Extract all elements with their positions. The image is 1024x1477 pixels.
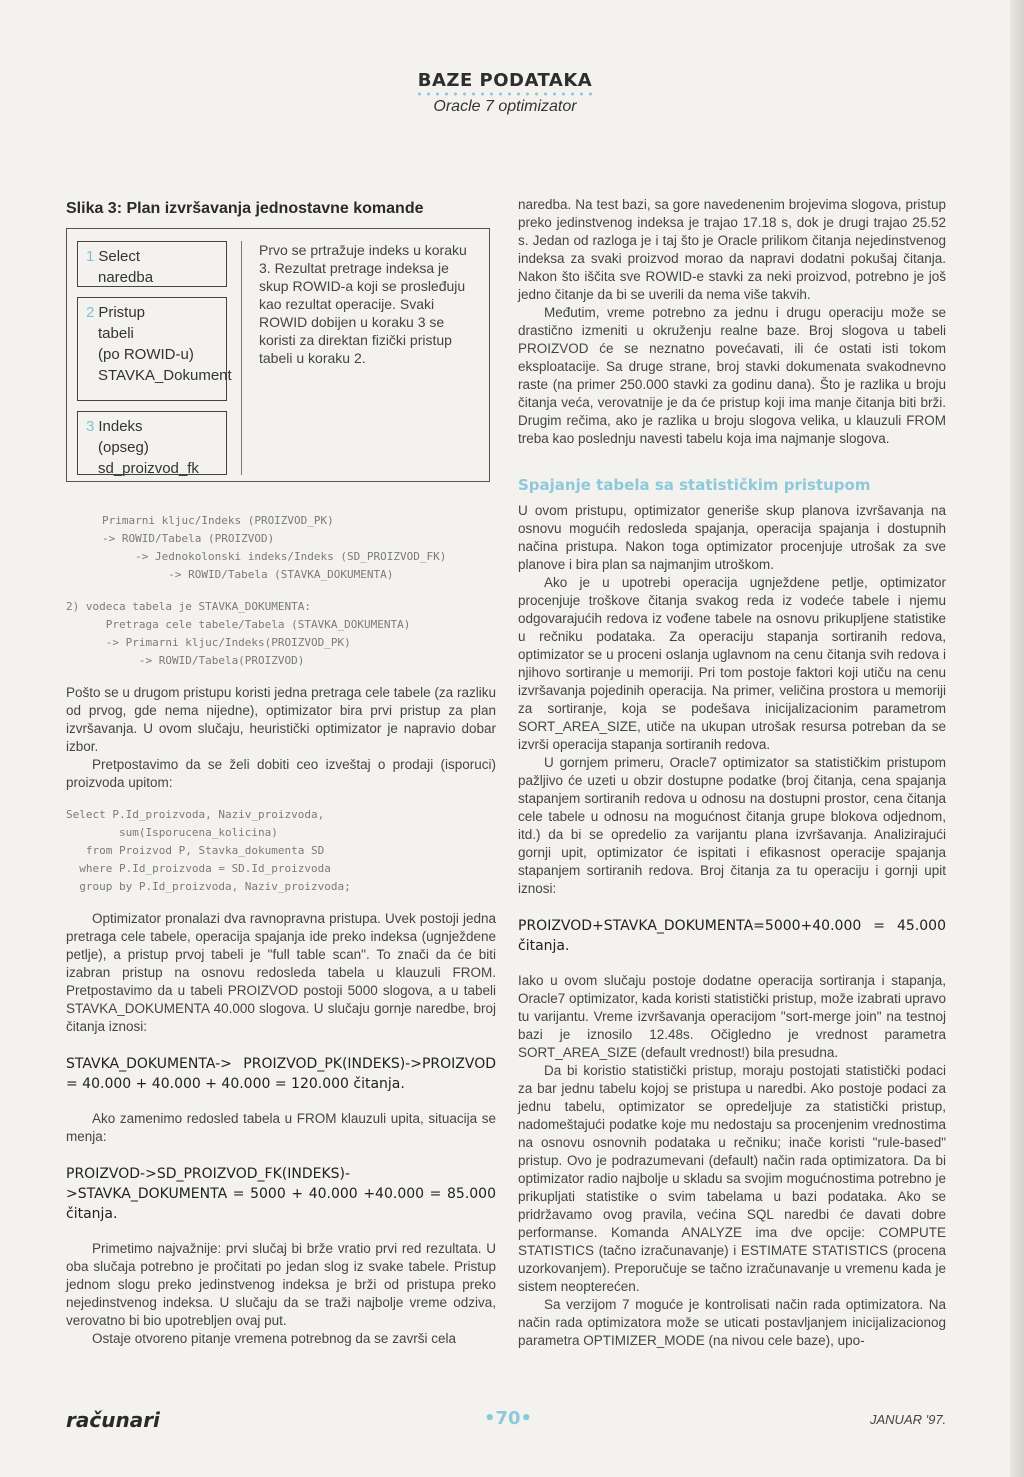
figure-frame xyxy=(66,228,490,482)
formula: PROIZVOD->SD_PROIZVOD_FK(INDEKS)->STAVKA_DOKUMENTA = 5000 + 40.000 +40.000 = 85.000 čitanja. xyxy=(66,1166,496,1222)
code-block-access-path-2: 2) vodeca tabela je STAVKA_DOKUMENTA: Pretraga cele tabele/Tabela (STAVKA_DOKUMENTA) -> Primarni kljuc/Indeks(PROIZVOD_PK) -> ROWID/Tabela(PROIZVOD) xyxy=(66,600,411,667)
section-heading: Spajanje tabela sa statističkim pristupom xyxy=(518,476,871,494)
figure-title: Slika 3: Plan izvršavanja jednostavne komande xyxy=(66,200,424,217)
step-text: sd_proizvod_fk xyxy=(98,460,199,477)
magazine-brand: računari xyxy=(66,1408,160,1432)
plan-step-3 xyxy=(77,411,227,475)
paragraph: Primetimo najvažnije: prvi slučaj bi brže vratio prvi red rezultata. U oba slučaja potrebno je pročitati po jedan slog iz svake tabele. Pristup jednom slogu preko jedinstvenog indeksa je brži od pristupa preko nejedinstvenog indeksa. U slučaju da se traži najbolje vreme odziva, verovatno bi bio upotrebljen ovaj put. xyxy=(66,1241,496,1328)
formula: PROIZVOD+STAVKA_DOKUMENTA=5000+40.000 = 45.000 čitanja. xyxy=(518,918,946,954)
code-block-access-path-1: Primarni kljuc/Indeks (PROIZVOD_PK) -> ROWID/Tabela (PROIZVOD) -> Jednokolonski indeks/Indeks (SD_PROIZVOD_FK) -> ROWID/Tabela (STAVKA_DOKUMENTA) xyxy=(102,514,447,581)
formula: STAVKA_DOKUMENTA-> PROIZVOD_PK(INDEKS)->PROIZVOD = 40.000 + 40.000 + 40.000 = 120.000 čitanja. xyxy=(66,1056,496,1092)
step-text: Pristup xyxy=(98,304,146,321)
issue-date: JANUAR '97. xyxy=(870,1412,947,1427)
paragraph: Pretpostavimo da se želi dobiti ceo izveštaj o prodaji (isporuci) proizvoda upitom: xyxy=(66,757,496,790)
step-text: Select xyxy=(98,248,141,265)
right-column xyxy=(518,196,946,1350)
paragraph: U gornjem primeru, Oracle7 optimizator sa statističkim pristupom pažljivo će uzeti u obzir dostupne podatke (broj čitanja, cena spajanja stapanjem sortiranih redova u odnosu na dostupni prostor, cena čitanja cele tabele u odnosu na mogućnost čitanja grupe blokova odjednom, itd.) da bi se opredelio za varijantu plana izvršavanja. Analizirajući gornji upit, optimizator će ispitati i efikasnost operacije spajanja stapanjem sortiranih redova. Broj čitanja za tu operaciju i gornji upit iznosi: xyxy=(518,755,946,896)
paragraph: Ako je u upotrebi operacija ugnježdene petlje, optimizator procenjuje troškove čitanja svakog reda iz vodeće tabele i njemu odgovarajućih redova iz vođene tabele na osnovu prikupljene statistike u rečniku podataka. Za operaciju stapanja sortiranih redova, optimizator se u proceni oslanja uglavnom na cenu čitanja svih redova i njihovo sortiranje u memoriji. Pri tom postoje faktori koji utiču na cenu izvršavanja pojedinih operacija. Na primer, veličina prostora u memoriji za sortiranje, koja se podešava inicijalizacionim parametrom SORT_AREA_SIZE, utiče na ukupan utrošak resursa potreban da se izvrši operacija stapanja sortiranih redova. xyxy=(518,575,946,752)
paragraph: naredba. Na test bazi, sa gore navedenenim brojevima slogova, pristup preko jedinstvenog indeksa je trajao 17.18 s, dok je drugi trajao 25.52 s. Jedan od razloga je i taj što je Oracle prilikom čitanja nejedinstvenog indeksa za svaki proizvod morao da napravi dodatni pokušaj čitanja. Nakon što iščita sve ROWID-e stavki za neki proizvod, potrebno je još jedno čitanje da bi se uverili da nema više takvih. xyxy=(518,197,946,302)
paragraph: Pošto se u drugom pristupu koristi jedna pretraga cele tabele (za razliku od prvog, gde nema nijedne), optimizator bira prvi pristup za plan izvršavanja. U ovom slučaju, heuristički optimizator je napravio dobar izbor. xyxy=(66,685,496,754)
step-text: naredba xyxy=(98,269,154,286)
page-edge xyxy=(1010,0,1024,1477)
section-subtitle: Oracle 7 optimizator xyxy=(433,98,577,115)
paragraph: Ako zamenimo redosled tabela u FROM klauzuli upita, situacija se menja: xyxy=(66,1111,496,1144)
plan-step-2 xyxy=(77,297,232,401)
left-column xyxy=(66,200,496,1348)
figure-divider xyxy=(241,241,242,475)
paragraph: U ovom pristupu, optimizator generiše skup planova izvršavanja na osnovu mogućih redosleda spajanja, operacija spajanja i dostupnih načina pristupa. Nakon toga optimizator procenjuje utrošak za sve planove i bira plan sa najmanjim utroškom. xyxy=(518,503,946,572)
code-block-select-query: Select P.Id_proizvoda, Naziv_proizvoda, sum(Isporucena_kolicina) from Proizvod P, Stavka_dokumenta SD where P.Id_proizvoda = SD.Id_proizvoda group by P.Id_proizvoda, Naziv_proizvoda; xyxy=(66,808,351,893)
step-text: tabeli xyxy=(98,325,134,342)
step-text: Indeks xyxy=(98,418,143,435)
step-number: 1 xyxy=(86,248,95,265)
page-number: •70• xyxy=(483,1408,533,1429)
step-text: (opseg) xyxy=(98,439,149,456)
paragraph: Međutim, vreme potrebno za jednu i drugu operaciju može se drastično izmeniti u okruženju realne baze. Broj slogova u tabeli PROIZVOD će se neznatno povećavati, ili će ostati isti tokom eksploatacije. Sa druge strane, broj stavki dokumenata svakodnevno raste (na primer 250.000 stavki za godinu dana). Što je razlika u broju čitanja veća, verovatnije je da će pristup koji ima manje čitanja biti brži. Drugim rečima, ako je razlika u broju slogova velika, u klauzuli FROM treba kao poslednju navesti tabelu koja ima najmanje slogova. xyxy=(518,305,946,446)
page-header xyxy=(0,70,1010,116)
paragraph: Ostaje otvoreno pitanje vremena potrebnog da se završi cela xyxy=(92,1331,456,1346)
paragraph: Iako u ovom slučaju postoje dodatne operacija sortiranja i stapanja, Oracle7 optimizator, kada koristi statistički pristup, može izabrati upravo tu varijantu. Vreme izvršavanja operacijom "sort-merge join" na testnoj bazi je iznosilo 12.48s. Očigledno je vrednost parametra SORT_AREA_SIZE (default vrednost!) bila presudna. xyxy=(518,973,946,1060)
decorative-dots xyxy=(415,92,595,96)
plan-step-1 xyxy=(77,241,227,287)
paragraph: Da bi koristio statistički pristup, moraju postojati statistički podaci za bar jednu tabelu kojoj se pristupa u naredbi. Ako postoje podaci za jednu tabelu, optimizator se opredeljuje za statistički pristup, nadomeštajući podatke koje mu nedostaju sa procenjenim vrednostima na osnovu osnovnih podataka u rečniku; inače koristi "rule-based" pristup. Ovo je podrazumevani (default) način rada optimizatora. Da bi optimizator radio najbolje u skladu sa svojim mogućnostima potrebno je prikupljati statistike o svim tabelama u bazi podataka. Ako se pridržavamo ovog pravila, većina SQL naredbi će davati dobre performanse. Komanda ANALYZE ima dve opcije: COMPUTE STATISTICS (tačno izračunavanje) i ESTIMATE STATISTICS (procena uzorkovanjem). Preporučuje se tačno izračunavanje u vremenu kada je sistem neopterećen. xyxy=(518,1063,946,1294)
section-title: BAZE PODATAKA xyxy=(417,70,593,91)
step-text: STAVKA_Dokument xyxy=(98,367,232,384)
paragraph: Sa verzijom 7 moguće je kontrolisati način rada optimizatora. Na način rada optimizatora može se uticati postavljanjem inicijalizacionog parametra OPTIMIZER_MODE (na nivou cele baze), upo- xyxy=(518,1297,946,1348)
step-number: 2 xyxy=(86,304,95,321)
step-number: 3 xyxy=(86,418,95,435)
paragraph: Optimizator pronalazi dva ravnopravna pristupa. Uvek postoji jedna pretraga cele tabele, operacija spajanja ide preko indeksa (ugnježdene petlje), a pristup prvoj tabeli je "full table scan". To znači da će biti izabran pristup na osnovu redosleda tabela u klauzuli FROM. Pretpostavimo da u tabeli PROIZVOD postoji 5000 slogova, a u tabeli STAVKA_DOKUMENTA 40.000 slogova. U slučaju gornje naredbe, broj čitanja iznosi: xyxy=(66,911,496,1034)
step-text: (po ROWID-u) xyxy=(98,346,194,363)
figure-description: Prvo se prtražuje indeks u koraku 3. Rezultat pretrage indeksa je skup ROWID-a koji se prosleđuju kao rezultat operacije. Svaki ROWID dobijen u koraku 3 se koristi za direktan fizički pristup tabeli u koraku 2. xyxy=(259,242,467,366)
